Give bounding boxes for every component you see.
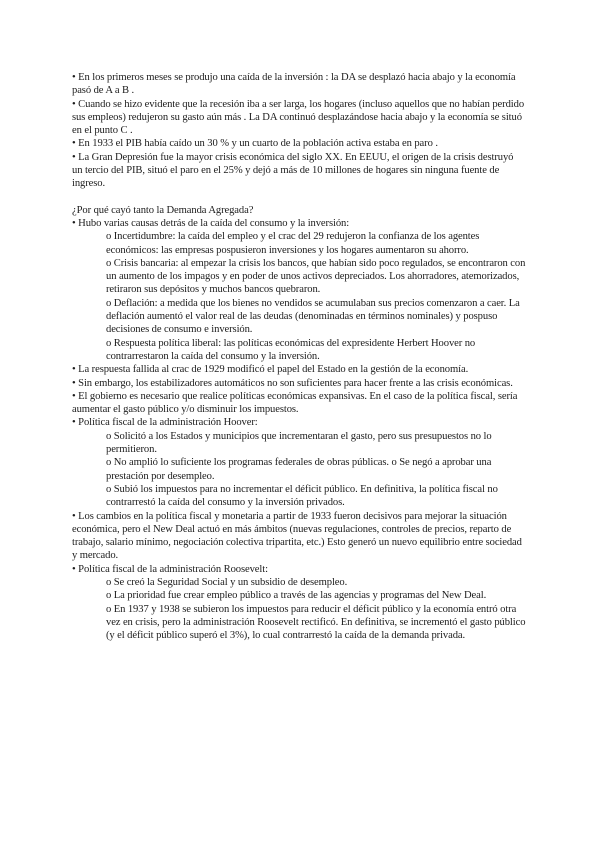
cause-respuesta-liberal: o Respuesta política liberal: las políticas económicas del expresidente Herbert Hoover no contrarrestaron la caída del consumo y la inversión.	[106, 337, 476, 362]
cause-deflacion: o Deflación: a medida que los bienes no vendidos se acumulaban sus precios comenzaron a caer. La deflación aumentó el valor real de las deudas (denominadas en términos nominales) y pospuso decisiones de consumo e inversión.	[106, 297, 520, 336]
roosevelt-item: o La prioridad fue crear empleo público a través de las agencias y programas del New Deal.	[106, 590, 487, 602]
section-question: ¿Por qué cayó tanto la Demanda Agregada?	[72, 204, 254, 216]
blank-line	[72, 191, 526, 204]
bullet-paragraph: • Política fiscal de la administración Roosevelt:	[72, 563, 268, 575]
bullet-paragraph: • En 1933 el PIB había caído un 30 % y un cuarto de la población activa estaba en paro .	[72, 138, 438, 150]
bullet-paragraph: • Hubo varias causas detrás de la caída del consumo y la inversión:	[72, 217, 350, 229]
bullet-paragraph: • Los cambios en la política fiscal y monetaria a partir de 1933 fueron decisivos para mejorar la situación económica, pero el New Deal actuó en más ámbitos (nuevas regulaciones, controles de precios, reparto de trabajo, salario mínimo, negociación colectiva tripartita, etc.) Esto generó un nuevo equilibrio entre sociedad y mercado.	[72, 510, 522, 562]
roosevelt-item: o En 1937 y 1938 se subieron los impuestos para reducir el déficit público y la economía entró otra vez en crisis, pero la administración Roosevelt rectificó. En definitiva, se incrementó el gasto público (y el déficit público superó el 3%), lo cual contrarrestó la caída de la demanda privada.	[106, 603, 526, 642]
cause-crisis-bancaria: o Crisis bancaria: al empezar la crisis los bancos, que habían sido poco regulados, se encontraron con un aumento de los impagos y en poder de unos activos depreciados. Los ahorradores, atemorizados, retiraron sus depósitos y muchos bancos quebraron.	[106, 257, 526, 296]
hoover-item: o No amplió lo suficiente los programas federales de obras públicas. o Se negó a aprobar una prestación por desempleo.	[106, 457, 492, 482]
bullet-paragraph: • El gobierno es necesario que realice políticas económicas expansivas. En el caso de la política fiscal, sería aumentar el gasto público y/o disminuir los impuestos.	[72, 390, 518, 416]
hoover-item: o Subió los impuestos para no incrementar el déficit público. En definitiva, la política fiscal no contrarrestó la caída del consumo y la inversión privados.	[106, 483, 498, 509]
bullet-paragraph: • La respuesta fallida al crac de 1929 modificó el papel del Estado en la gestión de la economía.	[72, 364, 469, 376]
bullet-paragraph: • En los primeros meses se produjo una caída de la inversión : la DA se desplazó hacia abajo y la economía pasó de A a B .	[72, 72, 516, 97]
bullet-paragraph: • La Gran Depresión fue la mayor crisis económica del siglo XX. En EEUU, el origen de la crisis destruyó un tercio del PIB, situó el paro en el 25% y dejó a más de 10 millones de hogares sin ninguna fuente de ingreso.	[72, 151, 514, 190]
hoover-item: o Solicitó a los Estados y municipios que incrementaran el gasto, pero sus presupuestos no lo permitieron.	[106, 430, 492, 456]
bullet-paragraph: • Política fiscal de la administración Hoover:	[72, 417, 258, 429]
cause-incertidumbre: o Incertidumbre: la caída del empleo y el crac del 29 redujeron la confianza de los agentes económicos: las empresas pospusieron inversiones y los hogares aumentaron su ahorro.	[106, 231, 480, 256]
bullet-paragraph: • Sin embargo, los estabilizadores automáticos no son suficientes para hacer frente a las crisis económicas.	[72, 377, 513, 389]
bullet-paragraph: • Cuando se hizo evidente que la recesión iba a ser larga, los hogares (incluso aquellos que no habían perdido sus empleos) redujeron su gasto aún más . La DA continuó desplazándose hacia abajo y la economía se situó en el punto C .	[72, 98, 525, 137]
roosevelt-item: o Se creó la Seguridad Social y un subsidio de desempleo.	[106, 576, 348, 588]
